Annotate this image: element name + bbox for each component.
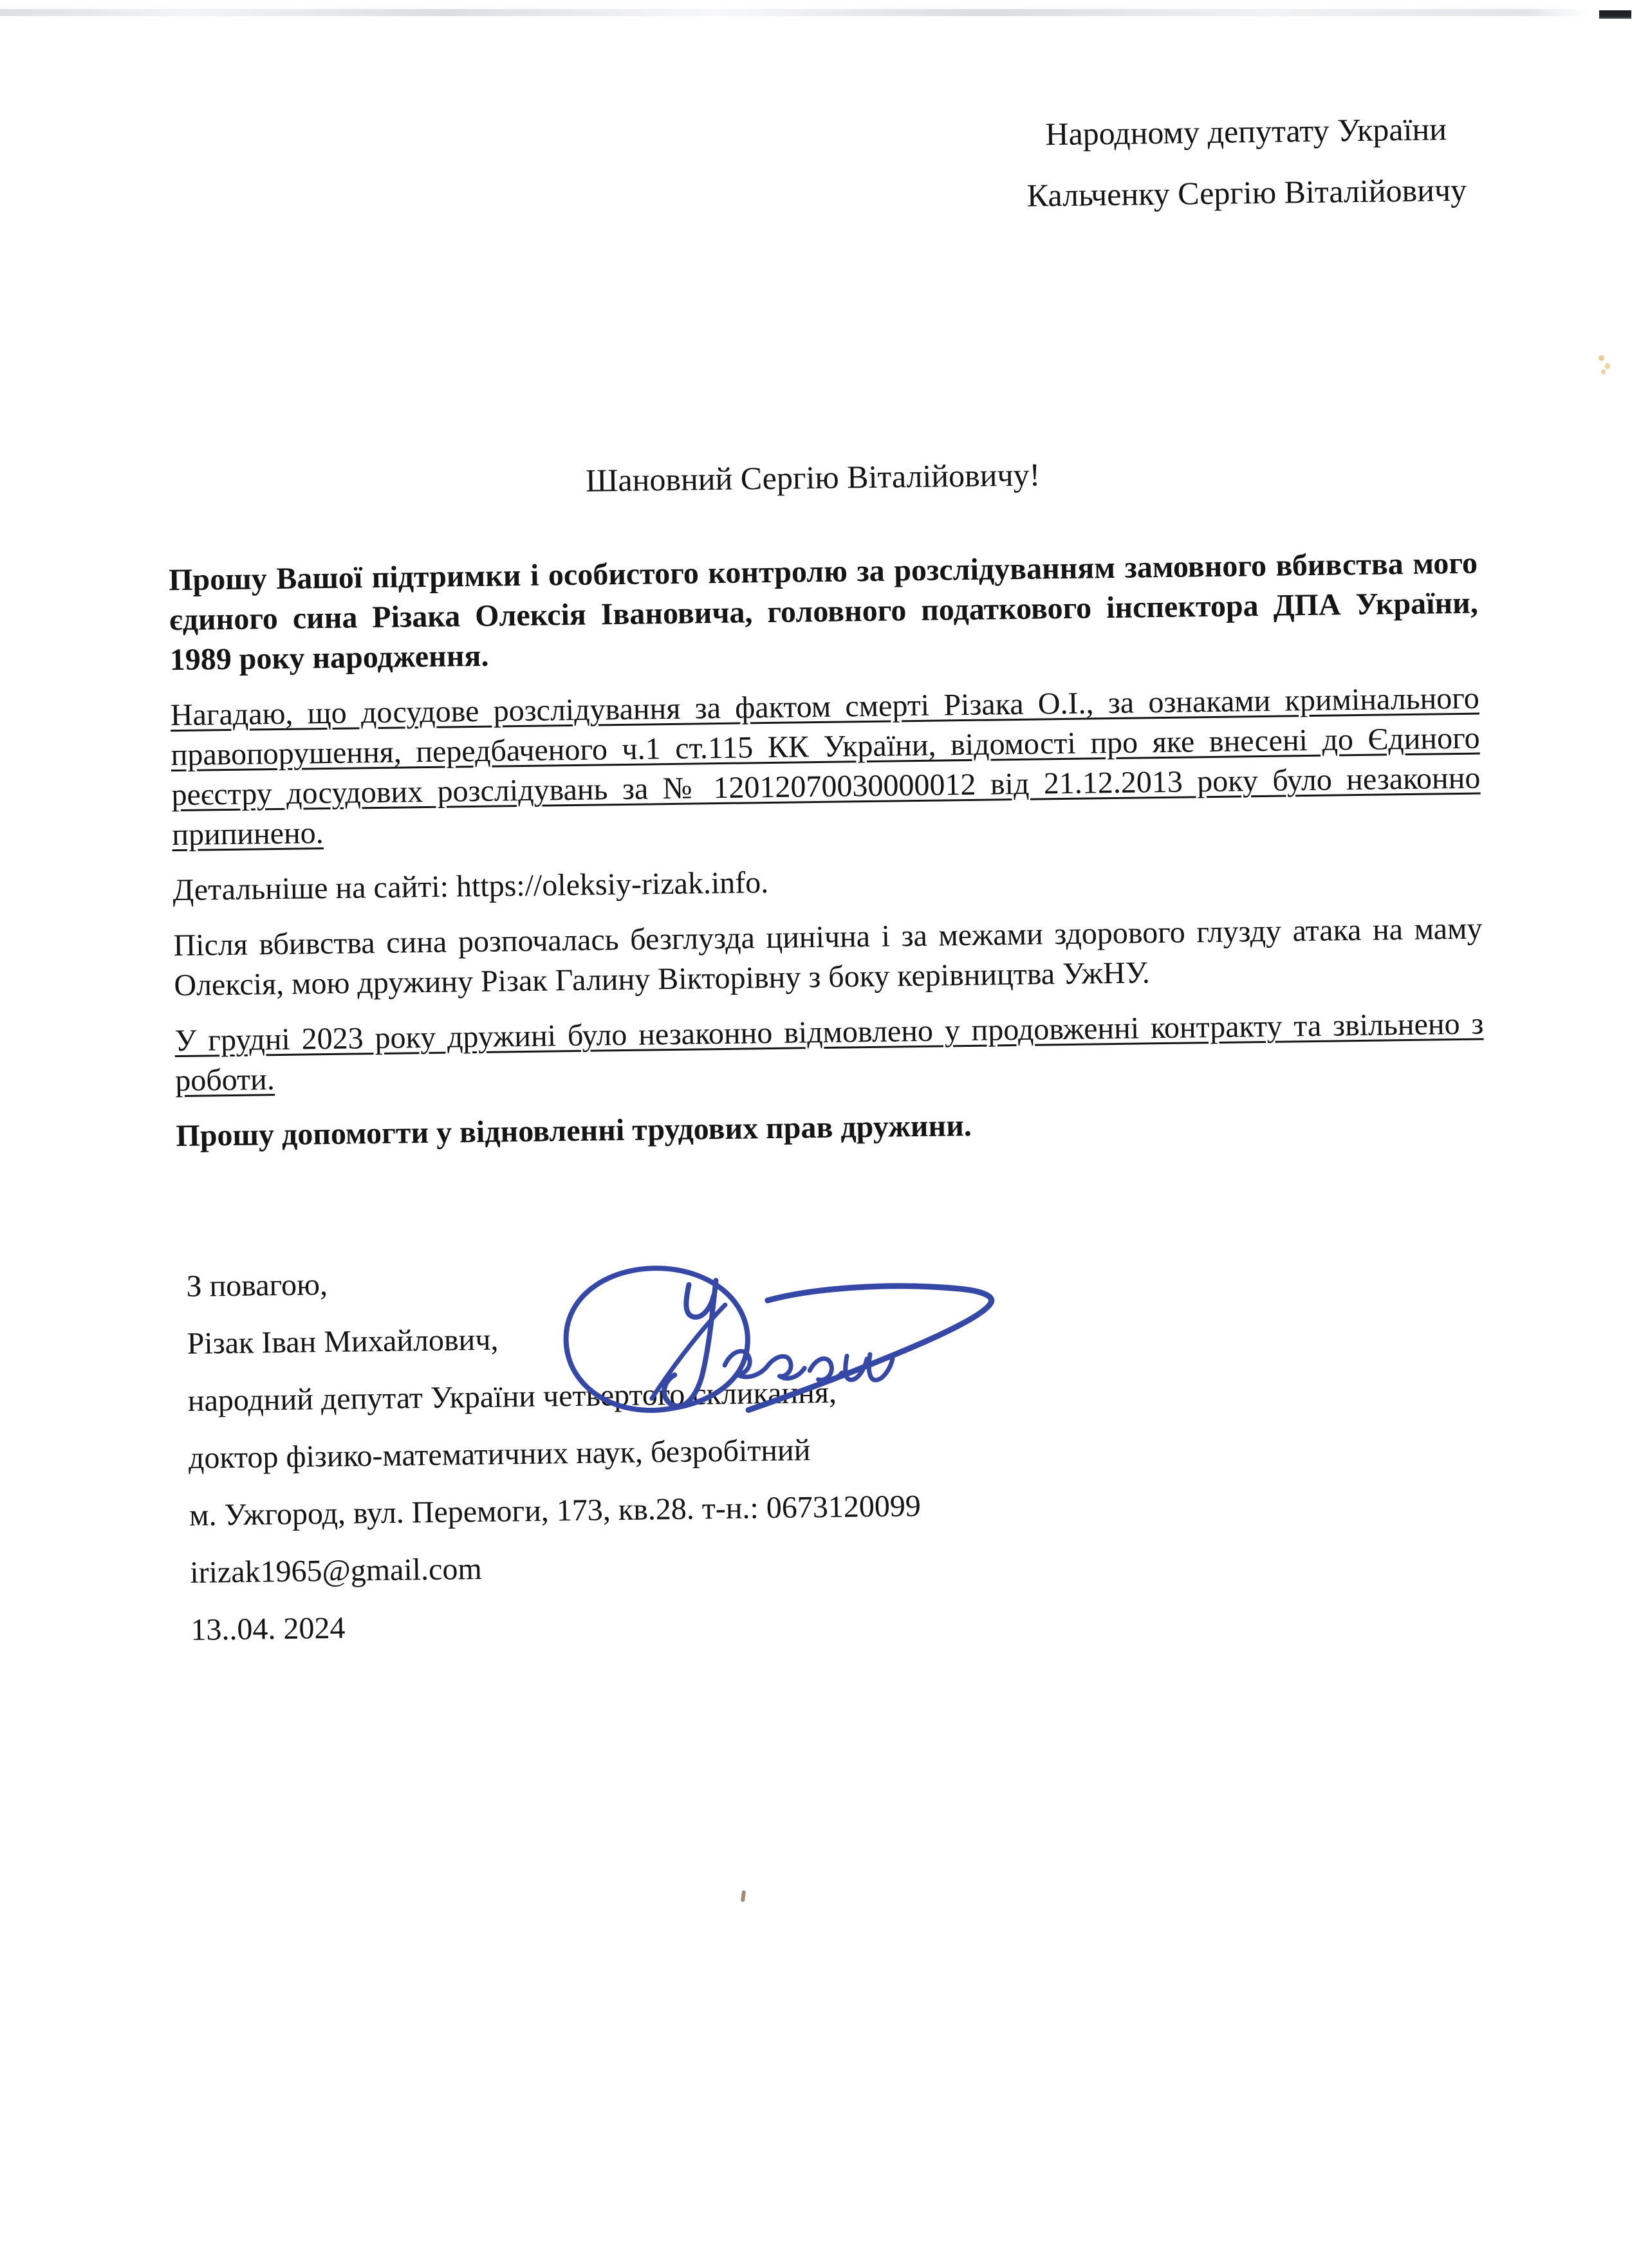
paragraph-case-details: Нагадаю, що досудове розслідування за фактом смерті Різака О.І., за ознаками кримінального правопорушення, передбаченого ч.1 ст.115 КК України, відомості про яке внесені до Єдиного реєстру досудових розслідувань за № 12012070030000012 від 21.12.2013 року було незаконно припинено. <box>170 681 1481 853</box>
paragraph-request-help: Прошу допомогти у відновленні трудових прав дружини. <box>176 1108 972 1154</box>
letter-body <box>169 544 1485 1172</box>
paragraph-wife-attack: Після вбивства сина розпочалась безглузда цинічна і за межами здорового глузду атака на маму Олексія, мою дружину Різак Галину Вікторівну з боку керівництва УжНУ. <box>173 911 1483 1003</box>
salutation: Шановний Сергію Віталійовичу! <box>585 456 1041 499</box>
paragraph-website-link: Детальніше на сайті: https://oleksiy-rizak.info. <box>172 865 769 908</box>
recipient-address <box>1001 98 1492 226</box>
closing-line: З повагою, <box>186 1268 328 1304</box>
sender-title-line: народний депутат України четвертого скликання, <box>187 1375 837 1418</box>
sender-degree-line: доктор фізико-математичних наук, безробітний <box>188 1433 811 1475</box>
recipient-line-1: Народному депутату України <box>1044 111 1447 152</box>
sender-address-line: м. Ужгород, вул. Перемоги, 173, кв.28. т-н.: 0673120099 <box>189 1489 922 1533</box>
paragraph-request-investigation: Прошу Вашої підтримки і особистого контролю за розслідуванням замовного вбивства мого єдиного сина Різака Олексія Івановича, головного податкового інспектора ДПА України, 1989 року народження. <box>168 546 1479 678</box>
recipient-line-2: Кальченку Сергію Віталійовичу <box>1026 171 1467 214</box>
handwritten-signature <box>555 1257 1008 1425</box>
paragraph-contract-termination: У грудні 2023 року дружині було незаконно відмовлено у продовженні контракту та звільнено з роботи. <box>174 1006 1484 1098</box>
sender-name: Різак Іван Михайлович, <box>187 1322 499 1361</box>
sender-email-line: irizak1965@gmail.com <box>189 1551 483 1590</box>
letter-date: 13..04. 2024 <box>190 1610 346 1647</box>
